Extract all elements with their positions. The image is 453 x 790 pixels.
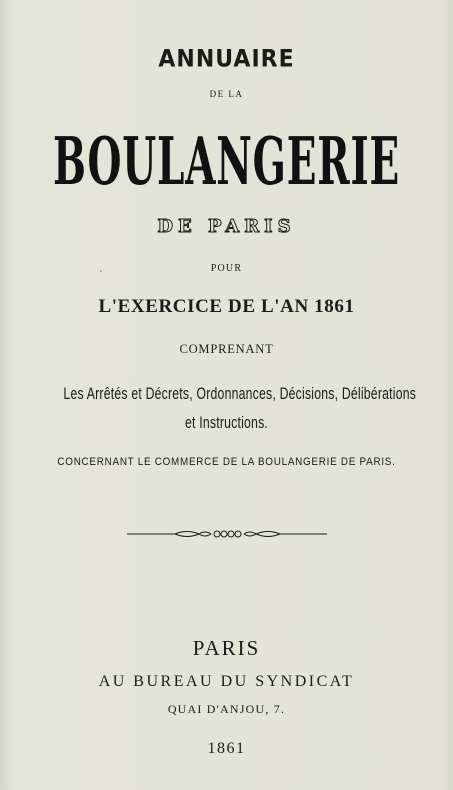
contents-line-2: et Instructions. [184, 413, 269, 432]
comprenant-label: COMPRENANT [179, 342, 274, 356]
exercice-line: L'EXERCICE DE L'AN 1861 [98, 296, 355, 317]
imprint-address: QUAI D'ANJOU, 7. [167, 702, 286, 716]
ornament-divider-icon [127, 527, 327, 541]
contents-line-1: Les Arrêtés et Décrets, Ordonnances, Décisions, Délibérations [63, 384, 417, 403]
concernant-line: CONCERNANT LE COMMERCE DE LA BOULANGERIE DE PARIS. [57, 456, 396, 468]
de-la-label: DE LA [209, 89, 244, 99]
imprint-year: 1861 [207, 740, 246, 757]
imprint-publisher: AU BUREAU DU SYNDICAT [98, 673, 355, 690]
imprint-city: PARIS [192, 636, 261, 660]
paper-speck [100, 270, 102, 272]
main-title: BOULANGERIE [52, 122, 401, 200]
heading-annuaire: ANNUAIRE [158, 45, 295, 74]
de-paris-title: DE PARIS [157, 216, 296, 237]
pour-label: POUR [210, 263, 243, 274]
